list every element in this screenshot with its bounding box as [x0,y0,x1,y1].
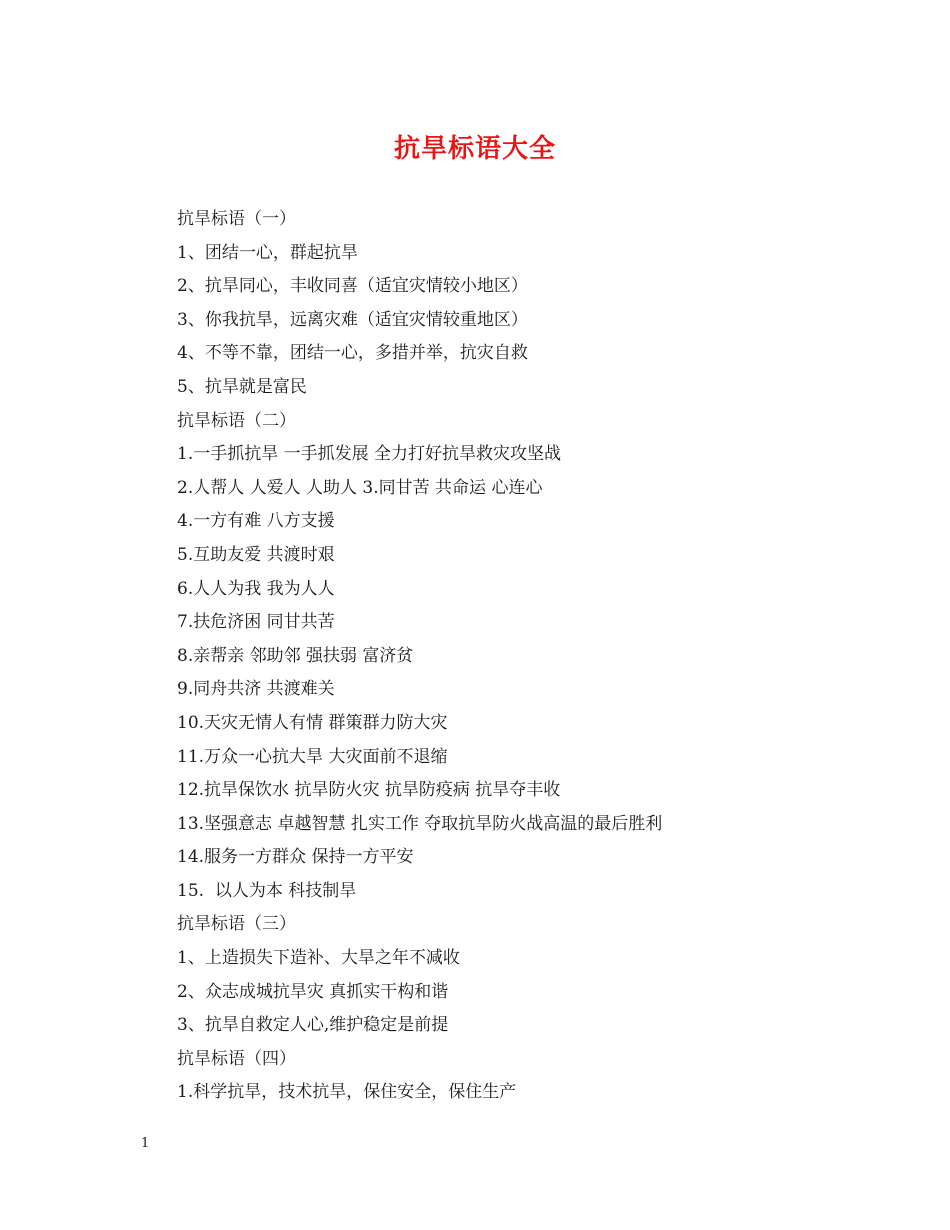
slogan-line: 7.扶危济困 同甘共苦 [177,612,335,633]
slogan-line: 4.一方有难 八方支援 [177,511,335,532]
slogan-line: 1.一手抓抗旱 一手抓发展 全力打好抗旱救灾攻坚战 [177,444,562,465]
section-heading: 抗旱标语（二） [177,410,296,431]
slogan-line: 2.人帮人 人爱人 人助人 3.同甘苦 共命运 心连心 [177,477,543,498]
slogan-line: 2、抗旱同心，丰收同喜（适宜灾情较小地区） [177,276,528,297]
slogan-line: 1、上造损失下造补、大旱之年不减收 [177,948,460,969]
section-heading: 抗旱标语（三） [177,914,296,935]
slogan-line: 10.天灾无情人有情 群策群力防大灾 [177,712,448,733]
slogan-line: 1.科学抗旱，技术抗旱，保住安全，保住生产 [177,1082,517,1103]
slogan-line: 1、团结一心，群起抗旱 [177,242,358,263]
slogan-line: 4、不等不靠，团结一心，多措并举，抗灾自救 [177,343,528,364]
section-heading: 抗旱标语（四） [177,1048,296,1069]
slogan-line: 5、抗旱就是富民 [177,376,307,397]
document-title: 抗旱标语大全 [393,134,556,164]
section-heading: 抗旱标语（一） [177,209,296,229]
slogan-line: 12.抗旱保饮水 抗旱防火灾 抗旱防疫病 抗旱夺丰收 [177,780,561,801]
page-number: 1 [141,1136,150,1151]
slogan-line: 3、抗旱自救定人心,维护稳定是前提 [177,1015,449,1036]
slogan-line: 5.互助友爱 共渡时艰 [177,544,335,565]
slogan-line: 11.万众一心抗大旱 大灾面前不退缩 [177,746,448,767]
slogan-line: 14.服务一方群众 保持一方平安 [177,847,414,868]
slogan-line: 2、众志成城抗旱灾 真抓实干构和谐 [177,981,449,1002]
slogan-line: 3、你我抗旱，远离灾难（适宜灾情较重地区） [177,309,528,330]
slogan-line: 13.坚强意志 卓越智慧 扎实工作 夺取抗旱防火战高温的最后胜利 [177,813,663,834]
slogan-line: 8.亲帮亲 邻助邻 强扶弱 富济贫 [177,645,414,666]
slogan-line: 15. 以人为本 科技制旱 [177,880,357,901]
slogan-list [177,203,662,1110]
slogan-line: 6.人人为我 我为人人 [177,578,335,599]
slogan-line: 9.同舟共济 共渡难关 [177,679,335,700]
